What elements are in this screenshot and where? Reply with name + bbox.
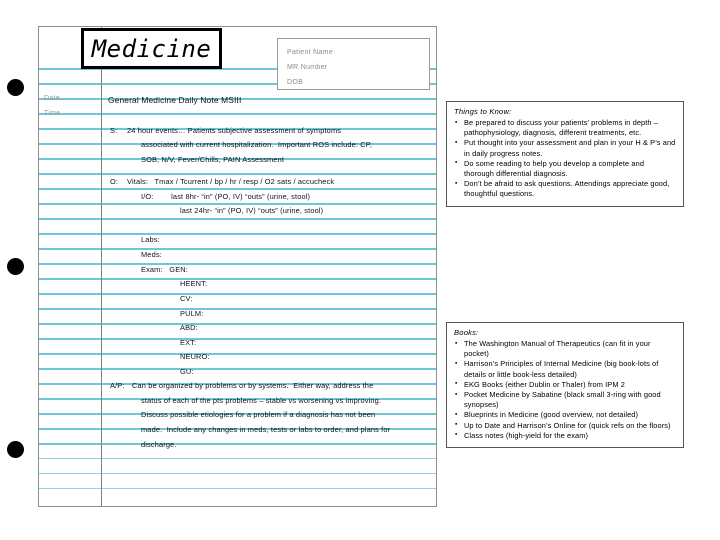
note-text-line: PULM: bbox=[180, 309, 204, 318]
note-text-line: I/O: last 8hr- “in” (PO, IV) “outs” (urine, stool) bbox=[141, 192, 311, 201]
books-item: ▪ Up to Date and Harrison’s Online for (quick refs on the floors) bbox=[454, 421, 676, 431]
things-to-know-item: ▪ Put thought into your assessment and plan in your H & P’s and in daily progress notes. bbox=[454, 138, 676, 158]
rule-line bbox=[39, 263, 437, 265]
note-text-line: Can be organized by problems or by systems. Either way, address the bbox=[132, 381, 374, 390]
rule-line bbox=[39, 188, 437, 190]
note-text-line: Labs: bbox=[141, 235, 160, 244]
note-text-line: discharge. bbox=[141, 440, 177, 449]
date-label: Date bbox=[44, 95, 60, 102]
hole-punch-top bbox=[7, 79, 24, 96]
note-text-line: last 24hr- “in” (PO, IV) “outs” (urine, stool) bbox=[180, 206, 324, 215]
things-to-know-box bbox=[446, 101, 684, 207]
note-text-line: GU: bbox=[180, 367, 194, 376]
things-to-know-item: ▪ Be prepared to discuss your patients’ problems in depth – pathophysiology, diagnosis, different treatments, etc. bbox=[454, 118, 676, 138]
rule-line bbox=[39, 353, 437, 355]
note-section-label: O: bbox=[110, 177, 119, 186]
mr-number-label: MR Number bbox=[287, 64, 328, 71]
note-heading: General Medicine Daily Note MSIII bbox=[108, 95, 242, 105]
books-item: ▪ Class notes (high-yield for the exam) bbox=[454, 431, 676, 441]
rule-line bbox=[39, 308, 437, 310]
things-to-know-item: ▪ Do some reading to help you develop a complete and thorough differential diagnosis. bbox=[454, 159, 676, 179]
rule-line bbox=[39, 218, 437, 220]
rule-line bbox=[39, 458, 437, 459]
note-text-line: Discuss possible etiologies for a problem if a diagnosis has not been bbox=[141, 410, 376, 419]
note-text-line: Meds: bbox=[141, 250, 162, 259]
books-item: ▪ Blueprints in Medicine (good overview, not detailed) bbox=[454, 410, 676, 420]
rule-line bbox=[39, 278, 437, 280]
margin-line bbox=[101, 27, 102, 507]
rule-line bbox=[39, 488, 437, 489]
note-text-line: NEURO: bbox=[180, 352, 210, 361]
note-text-line: CV: bbox=[180, 294, 193, 303]
hole-punch-middle bbox=[7, 258, 24, 275]
rule-line bbox=[39, 233, 437, 235]
rule-line bbox=[39, 113, 437, 115]
things-to-know-item: ▪ Don’t be afraid to ask questions. Attendings appreciate good, thoughtful questions. bbox=[454, 179, 676, 199]
note-text-line: SOB, N/V, Fever/Chills, PAIN Assessment bbox=[141, 155, 285, 164]
things-to-know-title: Things to Know: bbox=[454, 107, 512, 116]
note-text-line: EXT: bbox=[180, 338, 197, 347]
rule-line bbox=[39, 473, 437, 474]
note-text-line: Exam: GEN: bbox=[141, 265, 188, 274]
books-item: ▪ Harrison’s Principles of Internal Medicine (big book-lots of details or little book-less detailed) bbox=[454, 359, 676, 379]
note-text-line: status of each of the pts problems – stable vs worsening vs improving. bbox=[141, 396, 382, 405]
books-item: ▪ Pocket Medicine by Sabatine (black small 3-ring with good synopses) bbox=[454, 390, 676, 410]
note-text-line: 24 hour events… Patients subjective assessment of symptoms bbox=[127, 126, 342, 135]
note-section-label: S: bbox=[110, 126, 118, 135]
things-to-know-list bbox=[454, 118, 676, 200]
rule-line bbox=[39, 173, 437, 175]
books-item: ▪ The Washington Manual of Therapeutics (can fit in your pocket) bbox=[454, 339, 676, 359]
dob-label: DOB bbox=[287, 79, 304, 86]
rule-line bbox=[39, 203, 437, 205]
hole-punch-bottom bbox=[7, 441, 24, 458]
title-plate bbox=[81, 28, 222, 69]
rule-line bbox=[39, 368, 437, 370]
rule-line bbox=[39, 293, 437, 295]
patient-name-label: Patient Name bbox=[287, 49, 334, 56]
rule-line bbox=[39, 323, 437, 325]
rule-line bbox=[39, 443, 437, 445]
rule-line bbox=[39, 248, 437, 250]
note-text-line: Vitals: Tmax / Tcurrent / bp / hr / resp / O2 sats / accucheck bbox=[127, 177, 335, 186]
patient-info-box bbox=[277, 38, 430, 90]
note-section-label: A/P: bbox=[110, 381, 125, 390]
books-list bbox=[454, 339, 676, 441]
page-title: Medicine bbox=[91, 34, 212, 63]
note-text-line: associated with current hospitalization. Important ROS include: CP, bbox=[141, 140, 373, 149]
rule-line bbox=[39, 338, 437, 340]
books-title: Books: bbox=[454, 328, 479, 337]
note-text-line: made. Include any changes in meds, tests or labs to order, and plans for bbox=[141, 425, 391, 434]
note-text-line: ABD: bbox=[180, 323, 198, 332]
books-item: ▪ EKG Books (either Dublin or Thaler) from IPM 2 bbox=[454, 380, 676, 390]
books-box bbox=[446, 322, 684, 448]
note-text-line: HEENT: bbox=[180, 279, 208, 288]
time-label: Time bbox=[44, 110, 61, 117]
